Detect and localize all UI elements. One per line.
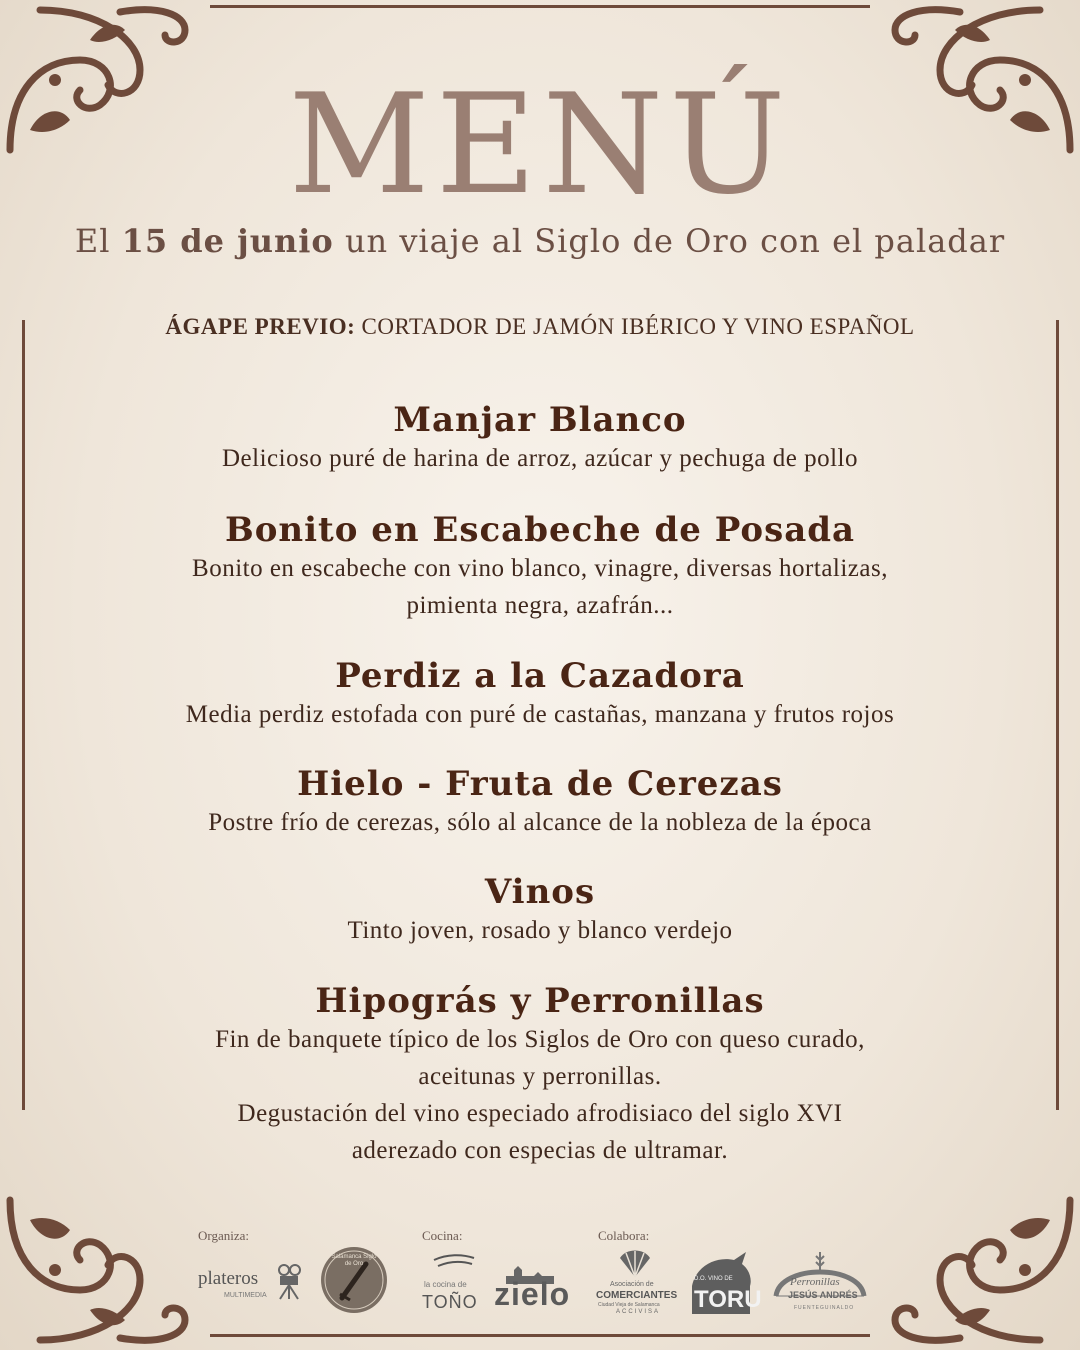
toro-top-text: D.O. VINO DE [694,1276,733,1282]
menu-subtitle [0,222,1080,260]
camera-icon [274,1264,304,1300]
dish-hielo-cerezas [0,764,1080,841]
asoc-line-3: Ciudad Vieja de Salamanca [598,1302,660,1308]
asoc-line-1: Asociación de [610,1281,654,1288]
dish-desc-line: aceitunas y perronillas. [418,1063,662,1090]
toro-logo [688,1250,762,1316]
dish-desc-line: Fin de banquete típico de los Siglos de Oro con queso curado, [215,1026,865,1053]
dish-perdiz-cazadora [0,656,1080,733]
dish-desc-line: Delicioso puré de harina de arroz, azúcar y pechuga de pollo [222,445,858,472]
dish-desc-line: aderezado con especias de ultramar. [351,1137,729,1164]
agape-line [0,314,1080,340]
toro-text: TORU [694,1286,762,1313]
dish-desc-line: Bonito en escabeche con vino blanco, vinagre, diversas hortalizas, [192,555,888,582]
perronillas-line-3: FUENTEGUINALDO [794,1305,855,1311]
subtitle-post: un viaje al Siglo de Oro con el paladar [344,222,1006,260]
dish-bonito-escabeche [0,510,1080,624]
dish-desc-line: Degustación del vino especiado afrodisiaco del siglo XVI [237,1100,843,1127]
agape-text: CORTADOR DE JAMÓN IBÉRICO Y VINO ESPAÑOL [361,314,915,339]
asoc-line-4: ACCIVISA [616,1309,661,1315]
dish-desc-line: Postre frío de cerezas, sólo al alcance de la nobleza de la época [208,809,872,836]
zielo-logo [494,1264,578,1314]
tono-top-text: la cocina de [424,1280,467,1289]
seal-text: Salamanca Siglo de Oro [331,1254,377,1267]
siglo-de-oro-seal-logo [320,1246,388,1314]
dish-name: Vinos [484,872,596,912]
dish-desc-line: pimienta negra, azafrán... [406,592,674,619]
dish-name: Perdiz a la Cazadora [335,656,745,696]
dish-name: Manjar Blanco [393,400,687,440]
cocina-label: Cocina: [422,1228,463,1243]
asoc-line-2: COMERCIANTES [596,1290,678,1301]
tono-text: TOÑO [422,1292,478,1312]
dish-manjar-blanco [0,400,1080,477]
dish-vinos [0,872,1080,949]
perronillas-line-1: Perronillas [790,1276,840,1288]
dish-name: Hipográs y Perronillas [315,981,765,1021]
plateros-sub-text: MULTIMEDIA [224,1292,267,1299]
dish-desc-line: Media perdiz estofada con puré de castañas, manzana y frutos rojos [185,701,895,728]
dish-desc-line: Tinto joven, rosado y blanco verdejo [347,917,733,944]
plateros-logo [198,1262,308,1302]
corner-ornament-bottom-left [0,1180,200,1350]
agape-label: ÁGAPE PREVIO: [165,314,356,339]
subtitle-date: 15 de junio [121,222,334,260]
dish-name: Bonito en Escabeche de Posada [224,510,856,550]
tono-logo [420,1252,486,1314]
subtitle-pre: El [74,222,111,260]
perronillas-line-2: JESÚS ANDRÉS [788,1290,858,1300]
organiza-label: Organiza: [198,1228,250,1243]
menu-title: MENÚ [288,64,792,225]
tono-swoosh-icon [432,1252,476,1272]
dish-hipogras-perronillas [0,981,1080,1169]
plateros-text: plateros [198,1268,259,1289]
frame-line-top [210,5,870,8]
scallop-shell-icon [618,1250,652,1278]
dish-name: Hielo - Fruta de Cerezas [297,764,783,804]
asociacion-comerciantes-logo [594,1250,676,1318]
zielo-text: zielo [494,1276,571,1312]
colabora-label: Colabora: [598,1228,650,1243]
frame-line-bottom [210,1334,870,1337]
corner-ornament-bottom-right [880,1180,1080,1350]
perronillas-logo [770,1250,870,1316]
